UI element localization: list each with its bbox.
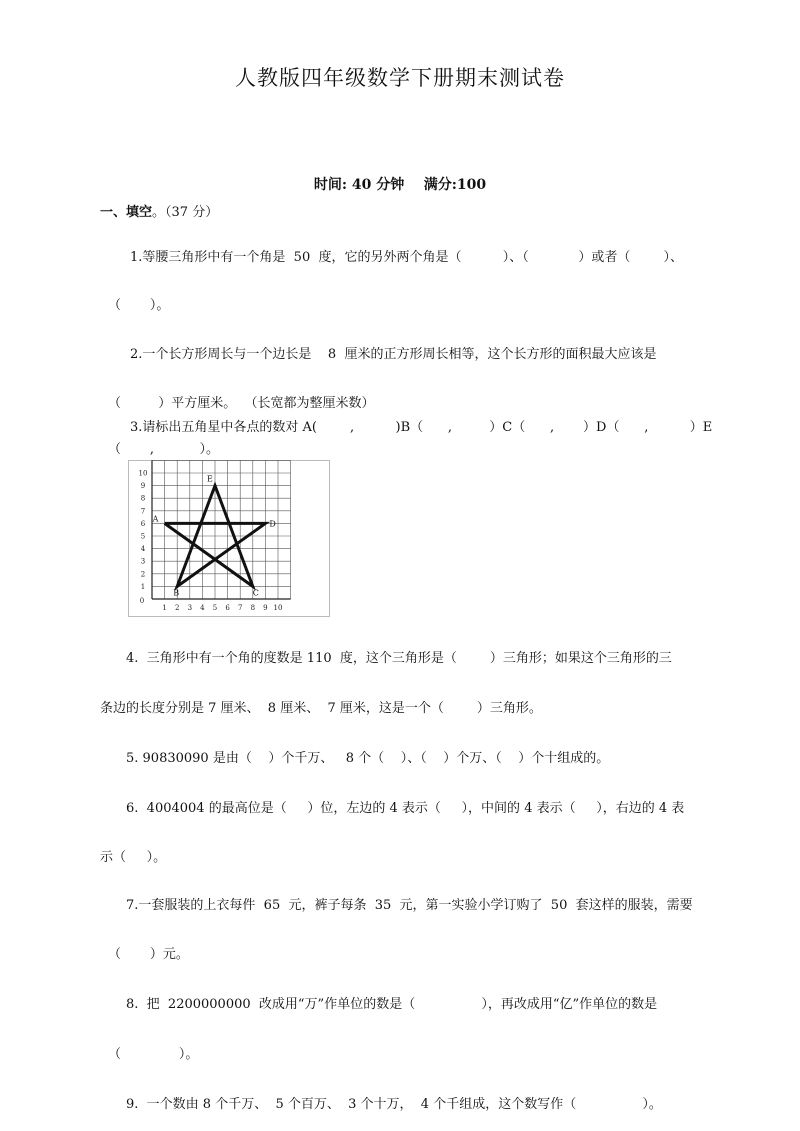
x-tick-label: 8: [250, 604, 256, 612]
y-tick-label: 8: [140, 494, 146, 503]
y-tick-label: 10: [138, 469, 148, 478]
grid-frame: [129, 461, 330, 617]
origin-label: 0: [139, 597, 145, 605]
x-tick-label: 9: [263, 604, 268, 612]
question-3-line-2: （ , ）。: [108, 442, 220, 457]
x-tick-label: 1: [162, 604, 167, 612]
x-tick-label: 4: [200, 604, 205, 612]
y-tick-label: 2: [140, 570, 146, 579]
y-tick-label: 4: [140, 545, 146, 554]
question-4-line-2: 条边的长度分别是 7 厘米、 8 厘米、 7 厘米，这是一个（ ）三角形。: [100, 701, 542, 716]
point-label: C: [252, 588, 259, 598]
point-label: A: [152, 514, 159, 524]
star-coordinate-grid: [128, 460, 330, 617]
question-2-line-1: 2.一个长方形周长与一个边长是 8 厘米的正方形周长相等，这个长方形的面积最大应该是: [130, 347, 657, 362]
question-8-line-1: 8. 把 2200000000 改成用“万”作单位的数是（ ），再改成用“亿”作单位的数是: [126, 997, 658, 1012]
y-tick-label: 1: [140, 582, 146, 591]
question-9-line: 9. 一个数由 8 个千万、 5 个百万、 3 个十万， 4 个千组成，这个数写作（ ）。: [126, 1097, 662, 1112]
question-6-line-2: 示（ ）。: [100, 850, 167, 865]
question-1-line-1: 1.等腰三角形中有一个角是 50 度，它的另外两个角是（ ）、（ ）或者（ ）、: [130, 250, 683, 265]
point-label: E: [207, 474, 213, 484]
point-label: B: [173, 588, 180, 598]
section-heading: [100, 201, 218, 220]
x-tick-label: 6: [225, 604, 230, 612]
x-tick-label: 3: [187, 604, 193, 612]
y-tick-label: 6: [140, 519, 146, 528]
page-title: 人教版四年级数学下册期末测试卷: [235, 66, 565, 90]
question-2-line-2: （ ）平方厘米。 （长宽都为整厘米数）: [108, 396, 375, 411]
question-7-line-1: 7.一套服装的上衣每件 65 元，裤子每条 35 元，第一实验小学订购了 50 套这样的服装，需要: [126, 898, 693, 913]
question-7-line-2: （ ）元。: [108, 947, 189, 962]
x-tick-label: 7: [237, 604, 243, 612]
question-3-line-1: 3.请标出五角星中各点的数对 A( , )B（ , ）C（ , ）D（ , ）E: [130, 420, 713, 435]
question-8-line-2: （ ）。: [108, 1047, 199, 1062]
star-grid-svg: [128, 460, 330, 617]
y-tick-label: 5: [140, 532, 146, 541]
question-6-line-1: 6. 4004004 的最高位是（ ）位，左边的 4 表示（ ），中间的 4 表示（ ），右边的 4 表: [126, 801, 685, 816]
question-4-line-1: 4. 三角形中有一个角的度数是 110 度，这个三角形是（ ）三角形；如果这个三角形的三: [126, 651, 672, 666]
x-tick-label: 10: [273, 604, 283, 612]
section-score: 。（37 分）: [152, 205, 219, 220]
y-tick-label: 9: [140, 482, 146, 491]
y-tick-label: 3: [140, 557, 146, 566]
question-1-line-2: （ ）。: [108, 298, 170, 313]
point-label: D: [269, 519, 276, 529]
x-tick-label: 2: [174, 604, 180, 612]
y-tick-label: 7: [140, 507, 146, 516]
question-5-line: 5. 90830090 是由（ ）个千万、 8 个（ ）、（ ）个万、（ ）个十组成的。: [126, 751, 610, 766]
x-tick-label: 5: [212, 604, 218, 612]
section-title: 一、填空: [100, 205, 153, 220]
exam-info: 时间: 40 分钟 满分:100: [313, 177, 487, 193]
